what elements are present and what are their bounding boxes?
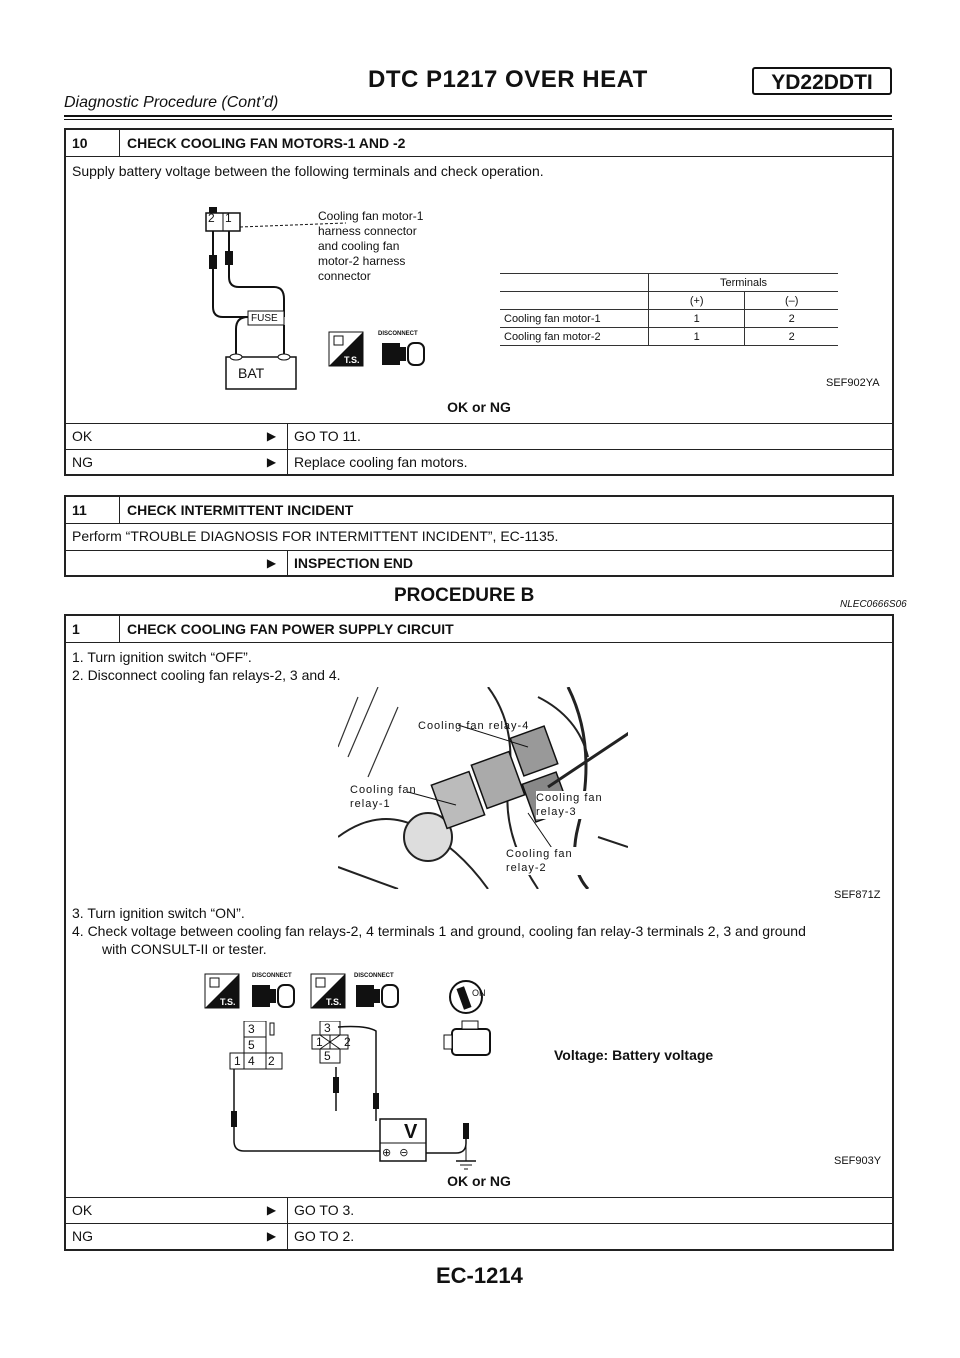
ts-label: T.S. bbox=[326, 997, 342, 1007]
section-code: NLEC0666S06 bbox=[840, 599, 907, 610]
pin-1-label: 1 bbox=[225, 211, 232, 225]
step-b1-body bbox=[66, 643, 892, 1171]
table-row bbox=[500, 328, 838, 346]
relay-2-label: Cooling fan relay-2 bbox=[506, 847, 586, 875]
step-number: 11 bbox=[66, 497, 120, 523]
minus-header: (–) bbox=[745, 292, 838, 310]
instruction-line: 1. Turn ignition switch “OFF”. bbox=[72, 649, 252, 665]
ok-or-ng: OK or NG bbox=[447, 399, 511, 415]
result-row-ok bbox=[66, 1197, 892, 1223]
step-10-header bbox=[66, 130, 892, 157]
okng-area bbox=[66, 1171, 892, 1197]
result-label bbox=[66, 551, 256, 576]
figure-code: SEF903Y bbox=[834, 1155, 882, 1167]
result-label: NG bbox=[72, 454, 93, 470]
voltmeter-label: V bbox=[404, 1121, 418, 1143]
c2-pin-label: 5 bbox=[324, 1049, 331, 1063]
c1-pin-label: 4 bbox=[248, 1054, 255, 1068]
relay-1-label: Cooling fan relay-1 bbox=[350, 784, 417, 810]
fuse-label: FUSE bbox=[251, 313, 278, 324]
engine-badge: YD22DDTI bbox=[752, 67, 892, 95]
c1-pin-label: 3 bbox=[248, 1022, 255, 1036]
connector-callout bbox=[318, 209, 423, 284]
step-10-box bbox=[64, 128, 894, 476]
ok-or-ng: OK or NG bbox=[447, 1173, 511, 1189]
figure-code: SEF902YA bbox=[826, 377, 880, 389]
callout-line: harness connector bbox=[318, 224, 417, 238]
result-label: OK bbox=[72, 1202, 93, 1218]
header-rule-thin bbox=[64, 119, 892, 120]
disconnect-label: DISCONNECT bbox=[354, 973, 394, 979]
relay-4-label: Cooling fan relay-4 bbox=[418, 720, 530, 732]
disconnect-label: DISCONNECT bbox=[252, 973, 292, 979]
disconnect-icon bbox=[380, 339, 428, 369]
result-action: GO TO 3. bbox=[294, 1202, 355, 1218]
step-b1-box bbox=[64, 614, 894, 1251]
result-action: INSPECTION END bbox=[294, 555, 414, 571]
result-row-ng bbox=[66, 449, 892, 475]
c1-pin-label: 5 bbox=[248, 1038, 255, 1052]
c2-pin-label: 2 bbox=[344, 1035, 351, 1049]
table-row bbox=[500, 310, 838, 328]
ts-label: T.S. bbox=[220, 997, 236, 1007]
arrow-icon: ▶ bbox=[256, 424, 288, 449]
page-number: EC-1214 bbox=[436, 1263, 523, 1288]
result-row-ng bbox=[66, 1223, 892, 1249]
ts-label: T.S. bbox=[344, 355, 360, 365]
result-label: OK bbox=[72, 428, 93, 444]
c1-pin-label: 2 bbox=[268, 1054, 275, 1068]
callout-line: Cooling fan motor-1 bbox=[318, 209, 424, 223]
step-number: 10 bbox=[66, 130, 120, 156]
ignition-on-label: ON bbox=[472, 988, 486, 998]
row-minus: 2 bbox=[745, 328, 838, 346]
page-subtitle: Diagnostic Procedure (Cont’d) bbox=[64, 94, 279, 111]
instruction-line: 2. Disconnect cooling fan relays-2, 3 and 4. bbox=[72, 667, 341, 683]
step-number: 1 bbox=[66, 616, 120, 642]
disconnect-icon bbox=[250, 981, 298, 1011]
step-instruction: Supply battery voltage between the following terminals and check operation. bbox=[72, 163, 544, 179]
voltmeter-polarity: ⊕⊖ bbox=[382, 1146, 417, 1159]
row-plus: 1 bbox=[649, 310, 745, 328]
disconnect-label: DISCONNECT bbox=[378, 331, 418, 337]
result-action: Replace cooling fan motors. bbox=[294, 454, 468, 470]
callout-line: connector bbox=[318, 269, 371, 283]
step-instruction: Perform “TROUBLE DIAGNOSIS FOR INTERMITTENT INCIDENT”, EC-1135. bbox=[72, 528, 559, 544]
step-title: CHECK COOLING FAN POWER SUPPLY CIRCUIT bbox=[127, 621, 454, 637]
c2-pin-label: 3 bbox=[324, 1021, 331, 1035]
step-b1-header bbox=[66, 616, 892, 643]
page-title: DTC P1217 OVER HEAT bbox=[368, 66, 648, 93]
section-title: PROCEDURE B bbox=[394, 585, 535, 606]
row-name: Cooling fan motor-2 bbox=[500, 328, 649, 346]
disconnect-icon bbox=[354, 981, 402, 1011]
step-10-body bbox=[66, 157, 892, 397]
step-11-header bbox=[66, 497, 892, 524]
instruction-line: 4. Check voltage between cooling fan relays-2, 4 terminals 1 and ground, cooling fan relay-3 terminals 2, 3 and ground bbox=[72, 923, 806, 939]
result-row-ok bbox=[66, 423, 892, 449]
arrow-icon: ▶ bbox=[256, 1198, 288, 1223]
header-rule bbox=[64, 115, 892, 117]
callout-line: motor-2 harness bbox=[318, 254, 406, 268]
step-title: CHECK INTERMITTENT INCIDENT bbox=[127, 502, 354, 518]
arrow-icon: ▶ bbox=[256, 551, 288, 576]
result-row bbox=[66, 550, 892, 576]
terminals-header: Terminals bbox=[649, 274, 839, 292]
photo-code: SEF871Z bbox=[834, 889, 881, 901]
result-action: GO TO 11. bbox=[294, 428, 361, 444]
battery-label: BAT bbox=[238, 365, 265, 381]
step-11-body bbox=[66, 524, 892, 550]
plus-header: (+) bbox=[649, 292, 745, 310]
callout-line: and cooling fan bbox=[318, 239, 400, 253]
step-title: CHECK COOLING FAN MOTORS-1 AND -2 bbox=[127, 135, 406, 151]
okng-area bbox=[66, 397, 892, 423]
relay-3-label: Cooling fan relay-3 bbox=[536, 791, 616, 819]
voltage-spec: Voltage: Battery voltage bbox=[554, 1047, 714, 1063]
result-action: GO TO 2. bbox=[294, 1228, 355, 1244]
arrow-icon: ▶ bbox=[256, 1224, 288, 1249]
step-11-box bbox=[64, 495, 894, 577]
row-name: Cooling fan motor-1 bbox=[500, 310, 649, 328]
instruction-line: with CONSULT-II or tester. bbox=[102, 941, 267, 957]
terminals-table bbox=[500, 273, 838, 346]
arrow-icon: ▶ bbox=[256, 450, 288, 475]
row-plus: 1 bbox=[649, 328, 745, 346]
c1-pin-label: 1 bbox=[234, 1054, 241, 1068]
result-label: NG bbox=[72, 1228, 93, 1244]
pin-2-label: 2 bbox=[208, 211, 215, 225]
c2-pin-label: 1 bbox=[316, 1035, 323, 1049]
instruction-line: 3. Turn ignition switch “ON”. bbox=[72, 905, 245, 921]
row-minus: 2 bbox=[745, 310, 838, 328]
